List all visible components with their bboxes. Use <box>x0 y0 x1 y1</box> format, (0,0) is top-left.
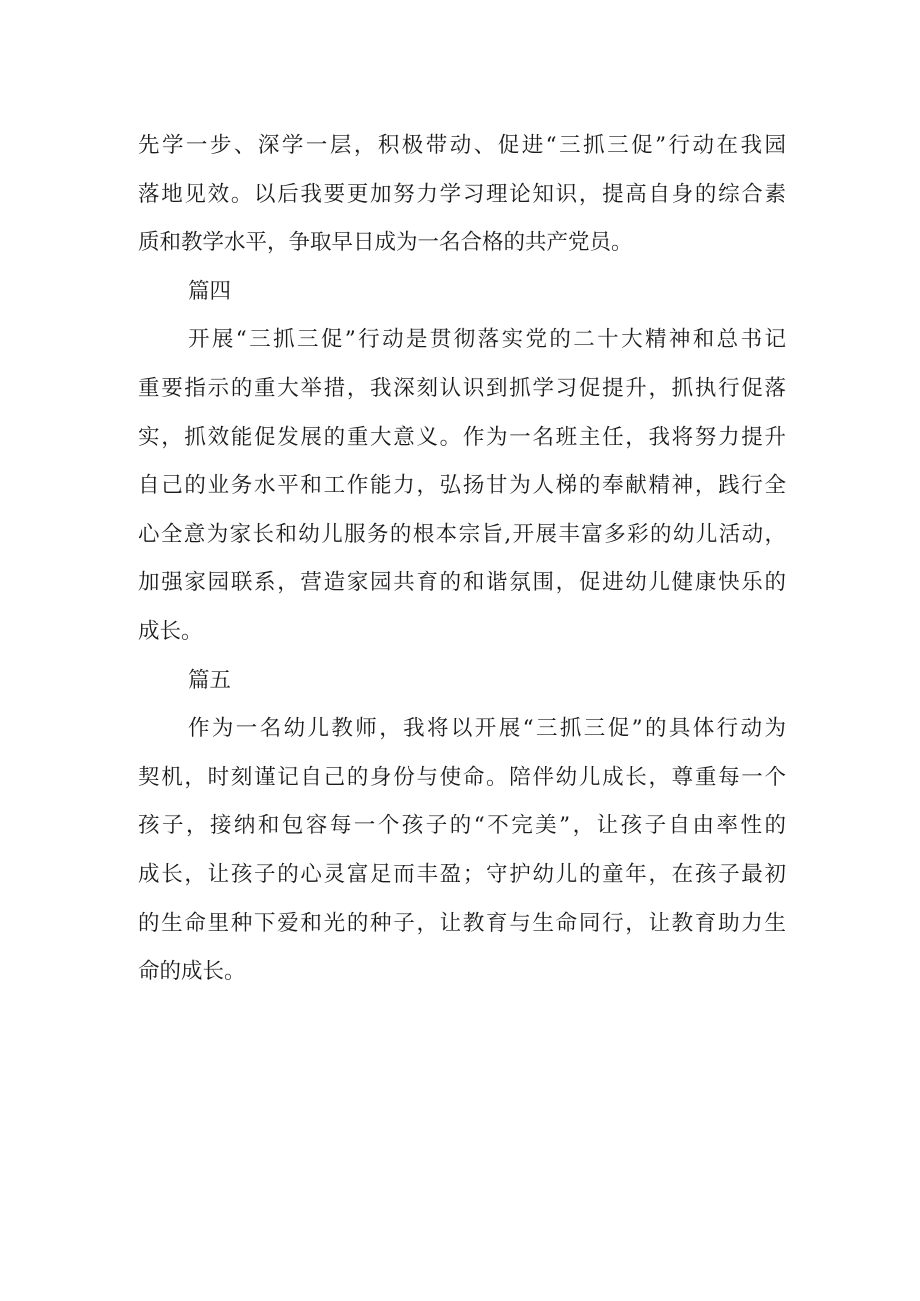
section-4-paragraph <box>138 316 786 656</box>
text-line: 加强家园联系，营造家园共育的和谐氛围，促进幼儿健康快乐的 <box>138 570 786 596</box>
section-heading-4: 篇四 <box>188 278 232 304</box>
text-line: 命的成长。 <box>138 959 246 985</box>
text-line: 孩子，接纳和包容每一个孩子的“不完美”，让孩子自由率性的 <box>138 813 786 839</box>
text-line: 落地见效。以后我要更加努力学习理论知识，提高自身的综合素 <box>138 181 786 207</box>
section-5-paragraph <box>138 705 786 997</box>
text-line: 的生命里种下爱和光的种子，让教育与生命同行，让教育助力生 <box>138 910 786 936</box>
text-line: 自己的业务水平和工作能力，弘扬甘为人梯的奉献精神，践行全 <box>138 473 786 499</box>
text-line: 重要指示的重大举措，我深刻认识到抓学习促提升，抓执行促落 <box>138 375 786 401</box>
text-line: 成长，让孩子的心灵富足而丰盈；守护幼儿的童年，在孩子最初 <box>138 861 786 887</box>
text-line: 开展“三抓三促”行动是贯彻落实党的二十大精神和总书记 <box>188 327 786 353</box>
section-heading-5: 篇五 <box>188 667 232 693</box>
document-body <box>138 122 786 997</box>
text-line: 先学一步、深学一层，积极带动、促进“三抓三促”行动在我园 <box>138 133 786 158</box>
text-line: 作为一名幼儿教师，我将以开展“三抓三促”的具体行动为 <box>188 716 786 742</box>
text-line: 实，抓效能促发展的重大意义。作为一名班主任，我将努力提升 <box>138 424 786 450</box>
text-line: 心全意为家长和幼儿服务的根本宗旨,开展丰富多彩的幼儿活动， <box>138 521 786 547</box>
text-line: 质和教学水平，争取早日成为一名合格的共产党员。 <box>138 230 633 256</box>
text-line: 契机，时刻谨记自己的身份与使命。陪伴幼儿成长，尊重每一个 <box>138 764 786 790</box>
paragraph-continuation <box>138 122 786 268</box>
text-line: 成长。 <box>138 618 203 644</box>
